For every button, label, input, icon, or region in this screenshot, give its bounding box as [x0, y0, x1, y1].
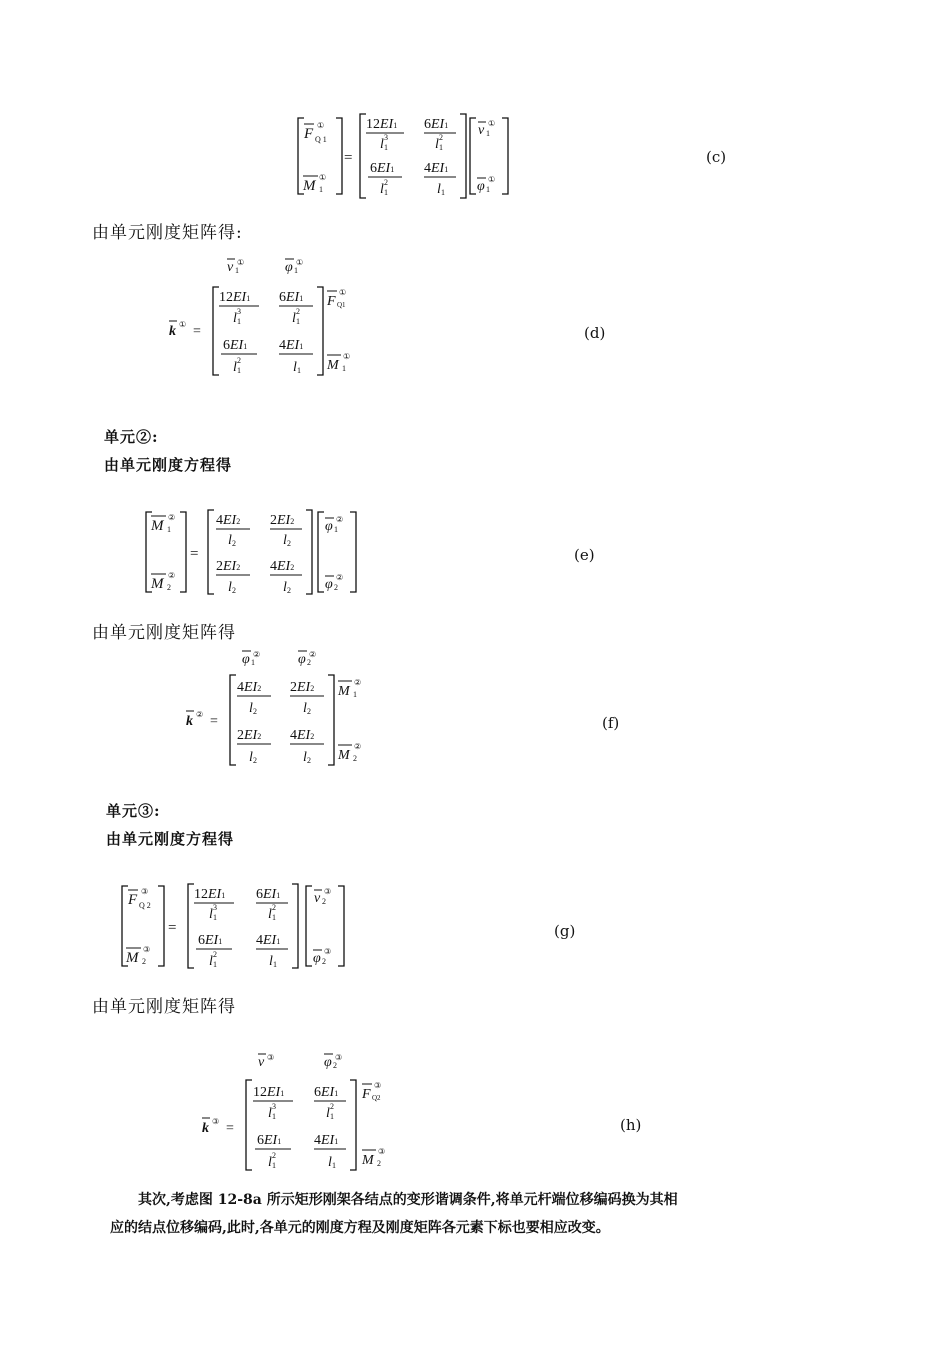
svg-text:1: 1	[237, 317, 241, 326]
svg-text:2: 2	[287, 539, 291, 548]
svg-text:2: 2	[253, 707, 257, 716]
svg-text:φ: φ	[325, 519, 333, 534]
svg-text:l: l	[326, 1106, 330, 1121]
svg-text:①: ①	[237, 258, 245, 267]
svg-text:l: l	[437, 182, 441, 197]
equation-e	[140, 506, 370, 598]
svg-text:l: l	[228, 533, 232, 548]
svg-text:k: k	[202, 1121, 209, 1136]
svg-text:1: 1	[235, 266, 239, 275]
svg-text:②: ②	[253, 650, 261, 659]
unit3-matrix-intro: 由单元刚度矩阵得	[92, 997, 236, 1017]
svg-text:1: 1	[486, 185, 490, 194]
svg-text:①: ①	[319, 173, 327, 182]
svg-text:①: ①	[488, 119, 496, 128]
svg-text:φ: φ	[298, 652, 306, 667]
svg-text:2EI2: 2EI2	[270, 513, 295, 528]
svg-text:1: 1	[272, 913, 276, 922]
svg-text:②: ②	[168, 513, 176, 522]
svg-text:③: ③	[143, 945, 151, 954]
svg-text:φ: φ	[477, 179, 485, 194]
svg-text:2: 2	[307, 756, 311, 765]
svg-text:φ: φ	[285, 260, 293, 275]
svg-text:12EI1: 12EI1	[219, 290, 251, 305]
svg-text:③: ③	[324, 887, 332, 896]
svg-text:2: 2	[333, 1061, 337, 1070]
svg-text:2: 2	[307, 707, 311, 716]
equation-label-d: (d)	[584, 324, 606, 342]
unit2-header: 单元②:	[104, 428, 159, 446]
svg-text:2EI2: 2EI2	[237, 728, 262, 743]
svg-text:①: ①	[343, 352, 351, 361]
svg-text:4EI2: 4EI2	[237, 680, 262, 695]
svg-text:①: ①	[339, 288, 347, 297]
svg-text:③: ③	[267, 1053, 275, 1062]
svg-text:φ: φ	[242, 652, 250, 667]
svg-text:1: 1	[272, 1112, 276, 1121]
svg-text:=: =	[226, 1121, 234, 1136]
svg-text:2: 2	[439, 133, 443, 142]
svg-text:②: ②	[168, 571, 176, 580]
unit2-eq-intro: 由单元刚度方程得	[104, 456, 233, 474]
svg-text:M: M	[327, 358, 339, 373]
svg-text:v: v	[314, 891, 321, 906]
equation-label-c: (c)	[706, 148, 727, 166]
svg-text:l: l	[293, 360, 297, 375]
svg-text:1: 1	[486, 129, 490, 138]
svg-text:l: l	[380, 182, 384, 197]
svg-text:2: 2	[272, 903, 276, 912]
svg-text:2: 2	[232, 539, 236, 548]
svg-text:6EI1: 6EI1	[314, 1085, 339, 1100]
svg-text:1: 1	[353, 690, 357, 699]
svg-text:Q 1: Q 1	[315, 135, 327, 144]
svg-text:φ: φ	[313, 951, 321, 966]
svg-text:2EI2: 2EI2	[216, 559, 241, 574]
svg-text:②: ②	[196, 710, 204, 719]
svg-text:②: ②	[354, 742, 362, 751]
svg-text:1: 1	[294, 266, 298, 275]
svg-text:=: =	[344, 150, 353, 166]
svg-text:M: M	[151, 518, 164, 534]
svg-text:l: l	[268, 1106, 272, 1121]
svg-text:12EI1: 12EI1	[253, 1085, 285, 1100]
equation-label-e: (e)	[574, 546, 595, 564]
svg-text:l: l	[303, 750, 307, 765]
svg-text:2: 2	[384, 178, 388, 187]
svg-text:1: 1	[330, 1112, 334, 1121]
svg-text:4EI1: 4EI1	[424, 161, 449, 176]
svg-text:③: ③	[374, 1081, 382, 1090]
svg-text:l: l	[209, 954, 213, 969]
svg-text:F: F	[128, 892, 138, 908]
svg-text:1: 1	[272, 1161, 276, 1170]
svg-text:2: 2	[330, 1102, 334, 1111]
svg-text:3: 3	[213, 903, 217, 912]
svg-text:③: ③	[335, 1053, 343, 1062]
svg-text:l: l	[269, 954, 273, 969]
svg-text:2: 2	[272, 1151, 276, 1160]
svg-text:v: v	[478, 123, 485, 138]
svg-text:6EI1: 6EI1	[198, 933, 223, 948]
svg-text:4EI1: 4EI1	[314, 1133, 339, 1148]
svg-text:M: M	[151, 576, 164, 592]
svg-text:2EI2: 2EI2	[290, 680, 315, 695]
svg-text:①: ①	[179, 320, 187, 329]
svg-text:2: 2	[167, 583, 171, 592]
svg-text:4EI1: 4EI1	[279, 338, 304, 353]
svg-text:1: 1	[319, 185, 323, 194]
svg-text:l: l	[283, 580, 287, 595]
svg-text:1: 1	[384, 188, 388, 197]
svg-text:l: l	[249, 701, 253, 716]
svg-text:Q2: Q2	[372, 1094, 381, 1102]
svg-text:1: 1	[237, 366, 241, 375]
svg-text:2: 2	[353, 754, 357, 763]
svg-text:Q1: Q1	[337, 301, 346, 309]
svg-text:2: 2	[322, 957, 326, 966]
svg-text:12EI1: 12EI1	[194, 887, 226, 902]
svg-text:①: ①	[488, 175, 496, 184]
svg-text:1: 1	[441, 188, 445, 197]
svg-text:6EI1: 6EI1	[256, 887, 281, 902]
svg-text:v: v	[227, 260, 234, 275]
svg-text:4EI2: 4EI2	[270, 559, 295, 574]
svg-text:Q 2: Q 2	[139, 901, 151, 910]
svg-text:M: M	[126, 950, 139, 966]
svg-text:1: 1	[273, 960, 277, 969]
svg-text:6EI1: 6EI1	[424, 117, 449, 132]
unit1-matrix-intro: 由单元刚度矩阵得:	[92, 223, 243, 243]
equation-h	[198, 1048, 408, 1173]
svg-text:1: 1	[439, 143, 443, 152]
equation-g	[116, 880, 356, 972]
svg-text:3: 3	[237, 307, 241, 316]
unit3-eq-intro: 由单元刚度方程得	[106, 830, 235, 848]
svg-text:1: 1	[342, 364, 346, 373]
svg-text:2: 2	[213, 950, 217, 959]
svg-text:l: l	[268, 907, 272, 922]
equation-label-f: (f)	[602, 714, 620, 732]
svg-text:l: l	[435, 137, 439, 152]
svg-text:3: 3	[272, 1102, 276, 1111]
svg-text:v: v	[258, 1055, 265, 1070]
equation-label-g: (g)	[554, 922, 576, 940]
equation-f	[182, 645, 382, 770]
svg-text:=: =	[193, 324, 201, 339]
svg-text:2: 2	[142, 957, 146, 966]
svg-text:③: ③	[141, 887, 149, 896]
svg-text:M: M	[303, 178, 316, 194]
svg-text:l: l	[292, 311, 296, 326]
svg-text:2: 2	[322, 897, 326, 906]
svg-text:4EI1: 4EI1	[256, 933, 281, 948]
svg-text:l: l	[228, 580, 232, 595]
svg-text:4EI2: 4EI2	[216, 513, 241, 528]
svg-text:6EI1: 6EI1	[223, 338, 248, 353]
svg-text:l: l	[268, 1155, 272, 1170]
svg-text:1: 1	[332, 1161, 336, 1170]
svg-text:③: ③	[324, 947, 332, 956]
equation-d	[165, 255, 375, 380]
svg-text:②: ②	[354, 678, 362, 687]
svg-text:1: 1	[167, 525, 171, 534]
svg-text:l: l	[328, 1155, 332, 1170]
svg-text:2: 2	[377, 1159, 381, 1168]
svg-text:l: l	[233, 360, 237, 375]
svg-text:2: 2	[307, 658, 311, 667]
svg-text:6EI1: 6EI1	[279, 290, 304, 305]
svg-text:3: 3	[384, 133, 388, 142]
unit3-header: 单元③:	[106, 802, 161, 820]
svg-text:③: ③	[378, 1147, 386, 1156]
svg-text:k: k	[169, 324, 176, 339]
svg-text:M: M	[338, 684, 350, 699]
equation-c	[290, 110, 530, 202]
svg-text:φ: φ	[325, 577, 333, 592]
svg-text:4EI2: 4EI2	[290, 728, 315, 743]
svg-text:2: 2	[253, 756, 257, 765]
svg-text:l: l	[249, 750, 253, 765]
svg-text:①: ①	[296, 258, 304, 267]
svg-text:F: F	[327, 294, 336, 309]
svg-text:F: F	[362, 1087, 371, 1102]
svg-text:l: l	[303, 701, 307, 716]
final-paragraph-line2: 应的结点位移编码,此时,各单元的刚度方程及刚度矩阵各元素下标也要相应改变。	[110, 1220, 610, 1236]
svg-text:F: F	[304, 126, 314, 142]
svg-text:l: l	[283, 533, 287, 548]
svg-text:k: k	[186, 714, 193, 729]
svg-text:6EI1: 6EI1	[257, 1133, 282, 1148]
svg-text:1: 1	[213, 960, 217, 969]
svg-text:1: 1	[296, 317, 300, 326]
svg-text:2: 2	[296, 307, 300, 316]
svg-text:1: 1	[213, 913, 217, 922]
svg-text:1: 1	[334, 525, 338, 534]
svg-text:M: M	[362, 1153, 374, 1168]
svg-text:③: ③	[212, 1117, 220, 1126]
svg-text:l: l	[380, 137, 384, 152]
equation-label-h: (h)	[620, 1116, 642, 1134]
svg-text:②: ②	[336, 573, 344, 582]
svg-text:M: M	[338, 748, 350, 763]
svg-text:1: 1	[297, 366, 301, 375]
svg-text:①: ①	[317, 121, 325, 130]
svg-text:l: l	[233, 311, 237, 326]
svg-text:2: 2	[237, 356, 241, 365]
svg-text:②: ②	[309, 650, 317, 659]
svg-text:②: ②	[336, 515, 344, 524]
final-paragraph-line1: 其次,考虑图 12-8a 所示矩形刚架各结点的变形谐调条件,将单元杆端位移编码换为其相	[138, 1192, 678, 1208]
svg-text:l: l	[209, 907, 213, 922]
svg-text:2: 2	[287, 586, 291, 595]
svg-text:2: 2	[232, 586, 236, 595]
final-paragraph	[110, 1186, 770, 1242]
svg-text:6EI1: 6EI1	[370, 161, 395, 176]
unit2-matrix-intro: 由单元刚度矩阵得	[92, 623, 236, 643]
svg-text:1: 1	[251, 658, 255, 667]
svg-text:=: =	[210, 714, 218, 729]
svg-text:=: =	[190, 546, 199, 562]
svg-text:1: 1	[384, 143, 388, 152]
svg-text:=: =	[168, 920, 177, 936]
svg-text:2: 2	[334, 583, 338, 592]
svg-text:φ: φ	[324, 1055, 332, 1070]
svg-text:12EI1: 12EI1	[366, 117, 398, 132]
